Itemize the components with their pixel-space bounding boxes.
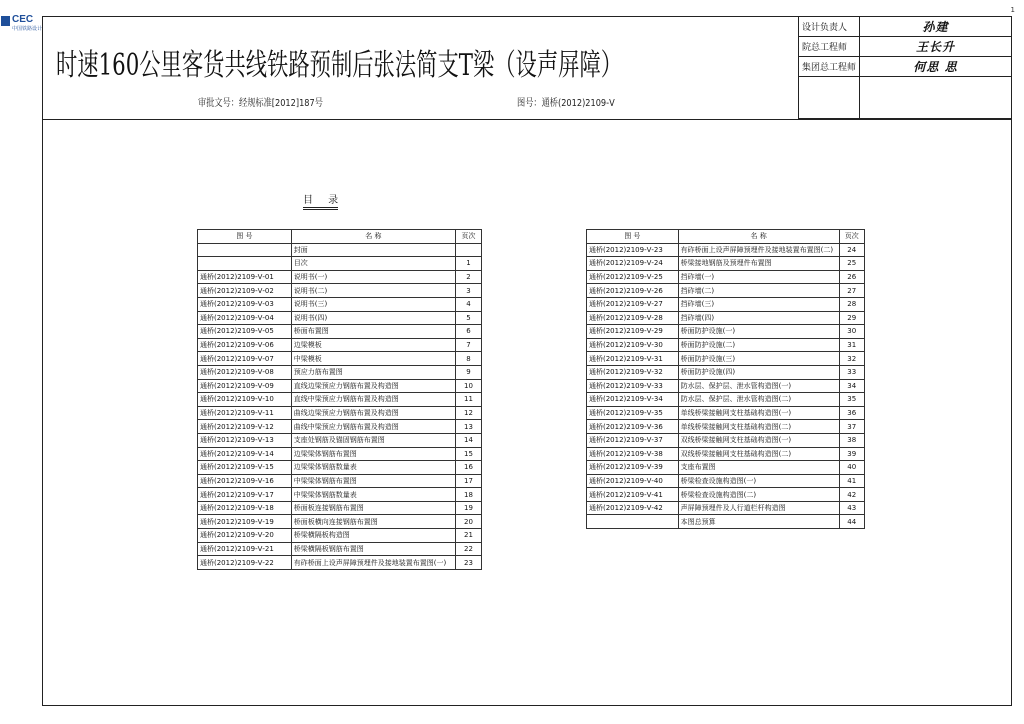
toc-item-number: 通桥(2012)2109-Ⅴ-35 bbox=[587, 406, 679, 420]
toc-row bbox=[587, 501, 865, 515]
signature-role: 院总工程师 bbox=[799, 37, 860, 57]
toc-item-number: 通桥(2012)2109-Ⅴ-02 bbox=[198, 284, 292, 298]
toc-row bbox=[198, 461, 482, 475]
toc-item-number: 通桥(2012)2109-Ⅴ-40 bbox=[587, 474, 679, 488]
toc-item-page: 6 bbox=[455, 325, 481, 339]
drawing-number: 图号：通桥(2012)2109-V bbox=[517, 98, 615, 109]
toc-item-page: 37 bbox=[839, 420, 864, 434]
toc-item-page: 8 bbox=[455, 352, 481, 366]
toc-item-page: 13 bbox=[455, 420, 481, 434]
toc-item-page: 28 bbox=[839, 297, 864, 311]
toc-item-number: 通桥(2012)2109-Ⅴ-21 bbox=[198, 542, 292, 556]
signature: 孙建 bbox=[860, 17, 1012, 37]
toc-item-number: 通桥(2012)2109-Ⅴ-16 bbox=[198, 474, 292, 488]
toc-item-page: 35 bbox=[839, 393, 864, 407]
toc-row bbox=[198, 529, 482, 543]
toc-row bbox=[198, 311, 482, 325]
toc-item-page: 1 bbox=[455, 257, 481, 271]
toc-item-number: 通桥(2012)2109-Ⅴ-13 bbox=[198, 433, 292, 447]
toc-item-number: 通桥(2012)2109-Ⅴ-33 bbox=[587, 379, 679, 393]
corner-mark: 1 bbox=[1010, 6, 1015, 14]
signature-row bbox=[799, 37, 1012, 57]
toc-item-number: 通桥(2012)2109-Ⅴ-28 bbox=[587, 311, 679, 325]
toc-item-name: 防水层、保护层、泄水管构造图(一) bbox=[678, 379, 839, 393]
signature-row-blank bbox=[799, 77, 1012, 119]
toc-item-name: 双线桥梁接触网支柱基础构造图(一) bbox=[678, 433, 839, 447]
toc-row bbox=[198, 474, 482, 488]
company-logo bbox=[1, 14, 41, 36]
toc-item-name: 目次 bbox=[291, 257, 455, 271]
toc-item-page: 27 bbox=[839, 284, 864, 298]
toc-item-name: 桥面防护设施(二) bbox=[678, 338, 839, 352]
toc-row bbox=[198, 501, 482, 515]
toc-item-name: 中梁梁体钢筋布置图 bbox=[291, 474, 455, 488]
toc-row bbox=[198, 515, 482, 529]
toc-item-name: 桥梁横隔板构造图 bbox=[291, 529, 455, 543]
toc-item-page: 41 bbox=[839, 474, 864, 488]
toc-header-page: 页次 bbox=[839, 230, 864, 244]
toc-item-page: 22 bbox=[455, 542, 481, 556]
toc-item-page: 34 bbox=[839, 379, 864, 393]
toc-item-number: 通桥(2012)2109-Ⅴ-05 bbox=[198, 325, 292, 339]
toc-item-name: 桥面板连接钢筋布置图 bbox=[291, 501, 455, 515]
toc-row bbox=[198, 406, 482, 420]
toc-row bbox=[587, 393, 865, 407]
toc-item-number: 通桥(2012)2109-Ⅴ-41 bbox=[587, 488, 679, 502]
toc-item-name: 桥面防护设施(四) bbox=[678, 365, 839, 379]
toc-row bbox=[587, 406, 865, 420]
toc-row bbox=[198, 325, 482, 339]
toc-row bbox=[587, 284, 865, 298]
toc-header-number: 图 号 bbox=[198, 230, 292, 244]
toc-item-number: 通桥(2012)2109-Ⅴ-27 bbox=[587, 297, 679, 311]
toc-item-page: 19 bbox=[455, 501, 481, 515]
toc-item-page: 39 bbox=[839, 447, 864, 461]
toc-item-name: 说明书(三) bbox=[291, 297, 455, 311]
toc-item-page: 7 bbox=[455, 338, 481, 352]
toc-item-name: 本图总预算 bbox=[678, 515, 839, 529]
toc-item-page: 5 bbox=[455, 311, 481, 325]
toc-item-number: 通桥(2012)2109-Ⅴ-42 bbox=[587, 501, 679, 515]
toc-header-number: 图 号 bbox=[587, 230, 679, 244]
toc-row bbox=[587, 433, 865, 447]
toc-item-name: 说明书(四) bbox=[291, 311, 455, 325]
toc-item-number: 通桥(2012)2109-Ⅴ-26 bbox=[587, 284, 679, 298]
toc-item-name: 说明书(一) bbox=[291, 270, 455, 284]
toc-item-page: 26 bbox=[839, 270, 864, 284]
toc-item-name: 双线桥梁接触网支柱基础构造图(二) bbox=[678, 447, 839, 461]
toc-item-number: 通桥(2012)2109-Ⅴ-01 bbox=[198, 270, 292, 284]
toc-item-name: 直线中梁预应力钢筋布置及构造图 bbox=[291, 393, 455, 407]
toc-row bbox=[587, 488, 865, 502]
toc-item-number: 通桥(2012)2109-Ⅴ-39 bbox=[587, 461, 679, 475]
toc-item-name: 声屏障预埋件及人行道栏杆构造图 bbox=[678, 501, 839, 515]
toc-item-number: 通桥(2012)2109-Ⅴ-11 bbox=[198, 406, 292, 420]
toc-item-number: 通桥(2012)2109-Ⅴ-06 bbox=[198, 338, 292, 352]
signature: 何思 思 bbox=[860, 57, 1012, 77]
toc-item-page: 2 bbox=[455, 270, 481, 284]
toc-row bbox=[587, 474, 865, 488]
signature-blank-cell bbox=[860, 77, 1012, 119]
toc-item-page: 44 bbox=[839, 515, 864, 529]
toc-item-number: 通桥(2012)2109-Ⅴ-03 bbox=[198, 297, 292, 311]
toc-item-name: 单线桥梁接触网支柱基础构造图(二) bbox=[678, 420, 839, 434]
toc-row bbox=[587, 461, 865, 475]
toc-item-name: 中梁梁体钢筋数量表 bbox=[291, 488, 455, 502]
toc-item-number: 通桥(2012)2109-Ⅴ-29 bbox=[587, 325, 679, 339]
toc-item-name: 单线桥梁接触网支柱基础构造图(一) bbox=[678, 406, 839, 420]
toc-item-page: 23 bbox=[455, 556, 481, 570]
toc-item-number: 通桥(2012)2109-Ⅴ-15 bbox=[198, 461, 292, 475]
toc-item-name: 挡砟墙(一) bbox=[678, 270, 839, 284]
toc-item-name: 防水层、保护层、泄水管构造图(二) bbox=[678, 393, 839, 407]
toc-row bbox=[587, 365, 865, 379]
toc-item-number: 通桥(2012)2109-Ⅴ-04 bbox=[198, 311, 292, 325]
toc-item-name: 桥面防护设施(三) bbox=[678, 352, 839, 366]
toc-item-name: 有砟桥面上设声屏障预埋件及接地装置布置图(一) bbox=[291, 556, 455, 570]
toc-item-name: 有砟桥面上设声屏障预埋件及接地装置布置图(二) bbox=[678, 243, 839, 257]
toc-row bbox=[198, 243, 482, 257]
toc-item-number bbox=[198, 257, 292, 271]
toc-item-page: 33 bbox=[839, 365, 864, 379]
toc-row bbox=[587, 379, 865, 393]
toc-item-name: 支座布置图 bbox=[678, 461, 839, 475]
toc-item-number: 通桥(2012)2109-Ⅴ-25 bbox=[587, 270, 679, 284]
toc-header-name: 名 称 bbox=[291, 230, 455, 244]
toc-item-name: 直线边梁预应力钢筋布置及构造图 bbox=[291, 379, 455, 393]
toc-row bbox=[198, 488, 482, 502]
toc-row bbox=[587, 243, 865, 257]
toc-item-page: 17 bbox=[455, 474, 481, 488]
toc-item-name: 桥面布置图 bbox=[291, 325, 455, 339]
toc-item-number bbox=[198, 243, 292, 257]
toc-item-number: 通桥(2012)2109-Ⅴ-18 bbox=[198, 501, 292, 515]
toc-row bbox=[198, 297, 482, 311]
toc-table-left bbox=[197, 229, 482, 570]
toc-row bbox=[198, 542, 482, 556]
toc-item-name: 挡砟墙(三) bbox=[678, 297, 839, 311]
toc-item-page: 31 bbox=[839, 338, 864, 352]
toc-item-name: 中梁模板 bbox=[291, 352, 455, 366]
signature-role: 集团总工程师 bbox=[799, 57, 860, 77]
toc-row bbox=[198, 556, 482, 570]
toc-item-number: 通桥(2012)2109-Ⅴ-37 bbox=[587, 433, 679, 447]
toc-item-page bbox=[455, 243, 481, 257]
toc-item-name: 桥梁横隔板钢筋布置图 bbox=[291, 542, 455, 556]
toc-item-page: 14 bbox=[455, 433, 481, 447]
toc-row bbox=[198, 379, 482, 393]
toc-row bbox=[587, 352, 865, 366]
toc-item-name: 封面 bbox=[291, 243, 455, 257]
toc-row bbox=[587, 420, 865, 434]
toc-item-name: 桥面防护设施(一) bbox=[678, 325, 839, 339]
toc-item-page: 16 bbox=[455, 461, 481, 475]
toc-item-page: 32 bbox=[839, 352, 864, 366]
toc-item-number: 通桥(2012)2109-Ⅴ-38 bbox=[587, 447, 679, 461]
approval-number: 审批文号：经规标准[2012]187号 bbox=[198, 98, 323, 109]
toc-row bbox=[198, 338, 482, 352]
toc-item-name: 桥面板横向连接钢筋布置图 bbox=[291, 515, 455, 529]
toc-row bbox=[198, 433, 482, 447]
signature-role: 设计负责人 bbox=[799, 17, 860, 37]
toc-item-name: 曲线边梁预应力钢筋布置及构造图 bbox=[291, 406, 455, 420]
toc-item-page: 9 bbox=[455, 365, 481, 379]
signature-row bbox=[799, 57, 1012, 77]
toc-row bbox=[587, 257, 865, 271]
toc-row bbox=[198, 352, 482, 366]
logo-text: CEC bbox=[12, 14, 34, 25]
toc-item-page: 25 bbox=[839, 257, 864, 271]
signature: 王长升 bbox=[860, 37, 1012, 57]
drawing-title: 时速160公里客货共线铁路预制后张法简支T梁（设声屏障） bbox=[56, 48, 623, 83]
toc-item-number: 通桥(2012)2109-Ⅴ-32 bbox=[587, 365, 679, 379]
toc-item-page: 20 bbox=[455, 515, 481, 529]
toc-item-number: 通桥(2012)2109-Ⅴ-10 bbox=[198, 393, 292, 407]
toc-item-name: 预应力筋布置图 bbox=[291, 365, 455, 379]
toc-item-name: 边梁模板 bbox=[291, 338, 455, 352]
signature-blank-cell bbox=[799, 77, 860, 119]
toc-row bbox=[587, 270, 865, 284]
toc-row bbox=[198, 284, 482, 298]
toc-row bbox=[198, 447, 482, 461]
signature-table bbox=[798, 16, 1012, 119]
toc-header-row bbox=[198, 230, 482, 244]
toc-item-number: 通桥(2012)2109-Ⅴ-07 bbox=[198, 352, 292, 366]
toc-item-number bbox=[587, 515, 679, 529]
toc-item-page: 15 bbox=[455, 447, 481, 461]
toc-header-page: 页次 bbox=[455, 230, 481, 244]
toc-item-name: 桥梁接地钢筋及预埋件布置图 bbox=[678, 257, 839, 271]
toc-item-page: 29 bbox=[839, 311, 864, 325]
toc-item-number: 通桥(2012)2109-Ⅴ-22 bbox=[198, 556, 292, 570]
toc-item-number: 通桥(2012)2109-Ⅴ-17 bbox=[198, 488, 292, 502]
toc-row bbox=[198, 393, 482, 407]
signature-row bbox=[799, 17, 1012, 37]
toc-row bbox=[587, 297, 865, 311]
toc-item-number: 通桥(2012)2109-Ⅴ-19 bbox=[198, 515, 292, 529]
toc-item-page: 38 bbox=[839, 433, 864, 447]
toc-item-page: 42 bbox=[839, 488, 864, 502]
toc-row bbox=[587, 325, 865, 339]
toc-row bbox=[587, 447, 865, 461]
toc-item-number: 通桥(2012)2109-Ⅴ-30 bbox=[587, 338, 679, 352]
toc-row bbox=[587, 311, 865, 325]
toc-item-page: 24 bbox=[839, 243, 864, 257]
toc-item-number: 通桥(2012)2109-Ⅴ-34 bbox=[587, 393, 679, 407]
toc-row bbox=[587, 515, 865, 529]
toc-item-name: 曲线中梁预应力钢筋布置及构造图 bbox=[291, 420, 455, 434]
toc-item-number: 通桥(2012)2109-Ⅴ-24 bbox=[587, 257, 679, 271]
toc-item-page: 36 bbox=[839, 406, 864, 420]
toc-item-page: 10 bbox=[455, 379, 481, 393]
toc-row bbox=[198, 257, 482, 271]
toc-item-number: 通桥(2012)2109-Ⅴ-36 bbox=[587, 420, 679, 434]
toc-item-page: 30 bbox=[839, 325, 864, 339]
toc-item-name: 桥梁检查设施构造图(一) bbox=[678, 474, 839, 488]
toc-item-number: 通桥(2012)2109-Ⅴ-23 bbox=[587, 243, 679, 257]
toc-item-name: 桥梁检查设施构造图(二) bbox=[678, 488, 839, 502]
toc-item-page: 18 bbox=[455, 488, 481, 502]
toc-row bbox=[198, 270, 482, 284]
toc-header-name: 名 称 bbox=[678, 230, 839, 244]
logo-subtitle: 中国铁路设计 bbox=[12, 26, 43, 32]
toc-table-right bbox=[586, 229, 865, 529]
toc-item-name: 说明书(二) bbox=[291, 284, 455, 298]
toc-item-page: 4 bbox=[455, 297, 481, 311]
toc-item-number: 通桥(2012)2109-Ⅴ-14 bbox=[198, 447, 292, 461]
toc-item-page: 43 bbox=[839, 501, 864, 515]
toc-item-page: 11 bbox=[455, 393, 481, 407]
toc-item-number: 通桥(2012)2109-Ⅴ-08 bbox=[198, 365, 292, 379]
toc-item-page: 3 bbox=[455, 284, 481, 298]
toc-item-page: 40 bbox=[839, 461, 864, 475]
toc-header-row bbox=[587, 230, 865, 244]
toc-item-name: 挡砟墙(四) bbox=[678, 311, 839, 325]
toc-item-name: 边梁梁体钢筋布置图 bbox=[291, 447, 455, 461]
toc-row bbox=[198, 420, 482, 434]
toc-row bbox=[198, 365, 482, 379]
logo-mark-icon bbox=[1, 16, 10, 26]
toc-row bbox=[587, 338, 865, 352]
toc-item-name: 支座处钢筋及锚固钢筋布置图 bbox=[291, 433, 455, 447]
toc-item-number: 通桥(2012)2109-Ⅴ-20 bbox=[198, 529, 292, 543]
toc-item-page: 21 bbox=[455, 529, 481, 543]
toc-item-name: 挡砟墙(二) bbox=[678, 284, 839, 298]
toc-item-name: 边梁梁体钢筋数量表 bbox=[291, 461, 455, 475]
toc-item-page: 12 bbox=[455, 406, 481, 420]
toc-item-number: 通桥(2012)2109-Ⅴ-12 bbox=[198, 420, 292, 434]
toc-item-number: 通桥(2012)2109-Ⅴ-09 bbox=[198, 379, 292, 393]
toc-item-number: 通桥(2012)2109-Ⅴ-31 bbox=[587, 352, 679, 366]
toc-heading: 目 录 bbox=[303, 191, 338, 208]
